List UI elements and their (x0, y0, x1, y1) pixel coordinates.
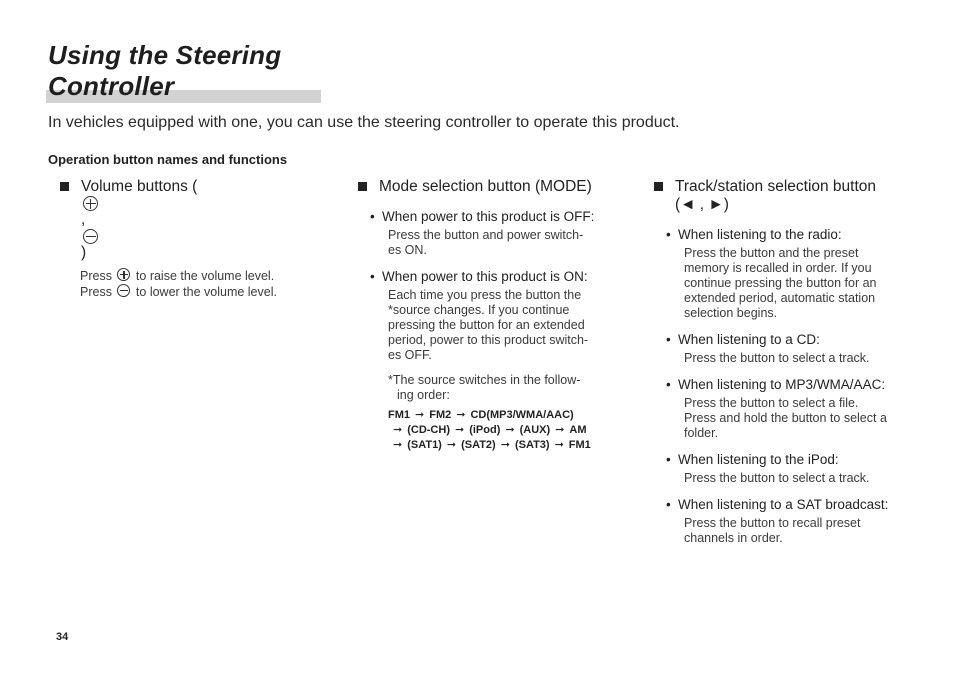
list-item (356, 268, 618, 363)
item-label-text: When listening to a SAT broadcast: (678, 497, 889, 512)
source-name: FM2 (429, 409, 452, 421)
list-item (356, 208, 618, 258)
item-label (666, 226, 914, 243)
track-heading-line1: Track/station selection button (675, 178, 877, 195)
minus-button-icon (117, 284, 130, 297)
item-description (684, 351, 914, 366)
volume-section (58, 178, 320, 300)
arrow-right-icon: ➞ (393, 424, 403, 436)
description-line: Press the button to select a file. (684, 396, 859, 410)
item-label (370, 268, 618, 285)
source-name: FM1 (388, 409, 410, 421)
description-line: Press the button to select a track. (684, 351, 870, 365)
list-item (652, 376, 914, 441)
description-line: selection begins. (684, 306, 778, 320)
arrow-right-icon: ➞ (446, 439, 457, 451)
sequence-line (388, 408, 618, 423)
item-description (684, 471, 914, 486)
arrow-right-icon: ➞ (415, 409, 425, 421)
minus-button-icon (83, 229, 98, 244)
mode-section (356, 178, 618, 453)
bullet-icon: • (666, 497, 671, 512)
source-name: (SAT3) (514, 439, 550, 451)
description-line: es OFF. (388, 348, 432, 362)
item-description (684, 396, 914, 441)
volume-lower-line: Press to lower the volume level. (80, 285, 277, 299)
mode-items (356, 208, 618, 363)
description-line: *source changes. If you continue (388, 303, 570, 317)
page-title-line1: Using the Steering (48, 40, 282, 70)
description-line: extended period, automatic station (684, 291, 876, 305)
arrow-right-icon: ➞ (500, 439, 510, 451)
track-heading-line2: (◄ , ►) (675, 196, 729, 213)
square-bullet-icon (654, 182, 663, 191)
mode-source-note (388, 373, 618, 453)
item-description (388, 228, 618, 258)
description-line: Press the button and the preset (684, 246, 859, 260)
section-subheading: Operation button names and functions (48, 152, 288, 167)
volume-heading-prefix: Volume buttons ( (81, 178, 198, 195)
list-item (652, 226, 914, 321)
volume-heading-sep: , (81, 211, 86, 228)
description-line: Each time you press the button the (388, 288, 582, 302)
item-label-text: When listening to MP3/WMA/AAC: (678, 377, 886, 392)
note-line: ing order: (397, 388, 450, 402)
bullet-icon: • (666, 377, 671, 392)
description-line: channels in order. (684, 531, 783, 545)
description-line: period, power to this product switch- (388, 333, 589, 347)
sequence-line (388, 438, 618, 453)
description-line: folder. (684, 426, 719, 440)
item-label-text: When power to this product is OFF: (382, 209, 595, 224)
list-item (652, 496, 914, 546)
volume-description (80, 268, 320, 300)
arrow-right-icon: ➞ (505, 424, 515, 436)
volume-heading-suffix: ) (81, 244, 87, 261)
description-line: Press the button to select a track. (684, 471, 870, 485)
bullet-icon: • (370, 209, 375, 224)
page-title-line2: Controller (48, 71, 175, 101)
bullet-icon: • (370, 269, 375, 284)
item-description (684, 516, 914, 546)
item-label (666, 376, 914, 393)
description-line: es ON. (388, 243, 427, 257)
item-label-text: When listening to a CD: (678, 332, 820, 347)
arrow-right-icon: ➞ (555, 424, 565, 436)
description-line: continue pressing the button for an (684, 276, 877, 290)
description-line: memory is recalled in order. If you (684, 261, 872, 275)
item-description (388, 288, 618, 363)
arrow-right-icon: ➞ (456, 409, 466, 421)
arrow-right-icon: ➞ (554, 439, 564, 451)
mode-heading: Mode selection button (MODE) (356, 178, 618, 196)
bullet-icon: • (666, 227, 671, 242)
bullet-icon: • (666, 452, 671, 467)
sequence-line (388, 423, 618, 438)
source-name: (SAT2) (461, 439, 496, 451)
item-label (666, 331, 914, 348)
source-name: (iPod) (469, 424, 501, 436)
intro-paragraph: In vehicles equipped with one, you can use the steering controller to operate this product. (48, 114, 680, 131)
arrow-right-icon: ➞ (454, 424, 465, 436)
page-number: 34 (56, 631, 69, 643)
bullet-icon: • (666, 332, 671, 347)
source-name: (AUX) (519, 424, 551, 436)
source-name: (CD-CH) (407, 424, 450, 436)
list-item (652, 331, 914, 366)
source-sequence (388, 408, 618, 453)
page-title (48, 40, 281, 102)
item-label (370, 208, 618, 225)
item-label (666, 451, 914, 468)
source-name: CD(MP3/WMA/AAC) (470, 409, 574, 421)
item-label-text: When listening to the iPod: (678, 452, 839, 467)
arrow-right-icon: ➞ (393, 439, 403, 451)
square-bullet-icon (358, 182, 367, 191)
item-label-text: When listening to the radio: (678, 227, 842, 242)
description-line: Press and hold the button to select a (684, 411, 887, 425)
plus-button-icon (117, 268, 130, 281)
track-items (652, 226, 914, 546)
plus-button-icon (83, 196, 98, 211)
source-name: FM1 (568, 439, 591, 451)
volume-raise-line: Press to raise the volume level. (80, 269, 275, 283)
item-description (684, 246, 914, 321)
note-line: *The source switches in the follow- (388, 373, 581, 387)
list-item (652, 451, 914, 486)
item-label (666, 496, 914, 513)
source-name: (SAT1) (407, 439, 442, 451)
description-line: Press the button to recall preset (684, 516, 861, 530)
track-heading (652, 178, 914, 214)
item-label-text: When power to this product is ON: (382, 269, 588, 284)
volume-heading (58, 178, 320, 262)
track-section (652, 178, 914, 556)
source-name: AM (569, 424, 587, 436)
square-bullet-icon (60, 182, 69, 191)
description-line: pressing the button for an extended (388, 318, 585, 332)
description-line: Press the button and power switch- (388, 228, 584, 242)
